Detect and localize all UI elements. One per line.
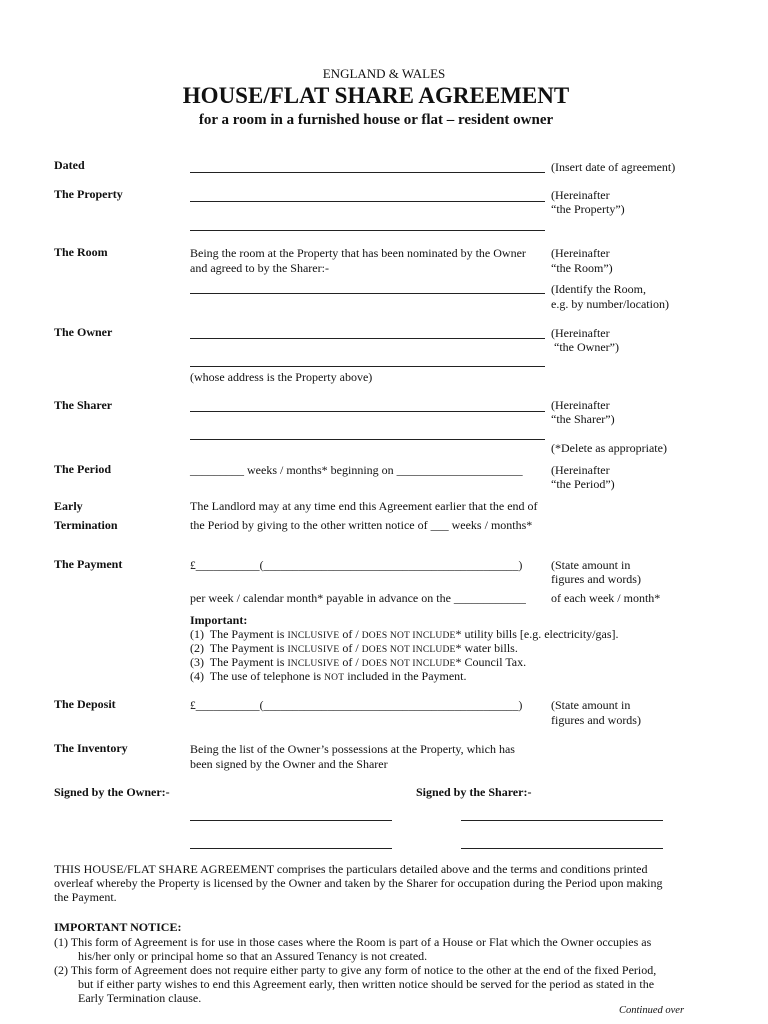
item-text: (2) The Payment is <box>190 641 288 655</box>
dated-note: (Insert date of agreement) <box>551 160 676 174</box>
important-item-4 <box>190 669 467 686</box>
owner-blank-1[interactable] <box>190 338 545 339</box>
owner-note-2: “the Owner”) <box>554 340 619 354</box>
room-text-1: Being the room at the Property that has been nominated by the Owner <box>190 246 526 260</box>
early-termination-text-2: the Period by giving to the other written notice of ___ weeks / months* <box>190 518 533 532</box>
inventory-text-1: Being the list of the Owner’s possessions at the Property, which has <box>190 742 515 756</box>
room-text-2: and agreed to by the Sharer:- <box>190 261 329 275</box>
room-note-4: e.g. by number/location) <box>551 297 669 311</box>
sharer-blank-2[interactable] <box>190 439 545 440</box>
item-text: included in the Payment. <box>344 669 467 683</box>
item-text: * Council Tax. <box>455 655 527 669</box>
notice-heading: IMPORTANT NOTICE: <box>54 920 182 934</box>
period-label: The Period <box>54 462 111 476</box>
period-text: weeks / months* beginning on <box>244 463 397 477</box>
property-label: The Property <box>54 187 123 201</box>
deposit-amount-line[interactable]: £___________(____________________________________________) <box>190 699 523 712</box>
agreement-statement-2: overleaf whereby the Property is licensed by the Owner and taken by the Sharer for occupation during the Period upon making <box>54 876 663 890</box>
document-title: HOUSE/FLAT SHARE AGREEMENT <box>182 83 570 108</box>
item-option-exclusive[interactable]: DOES NOT INCLUDE <box>361 659 456 669</box>
period-length-blank[interactable]: _________ <box>190 463 244 477</box>
continued-over: Continued over <box>619 1005 685 1016</box>
sharer-signature-line-2[interactable] <box>461 848 663 849</box>
payment-note-1: (State amount in <box>551 558 631 572</box>
item-text: * utility bills [e.g. electricity/gas]. <box>455 627 619 641</box>
sharer-label: The Sharer <box>54 398 113 412</box>
dated-label: Dated <box>54 158 85 172</box>
property-blank-2[interactable] <box>190 230 545 231</box>
dated-blank[interactable] <box>190 172 545 173</box>
item-text: of / <box>339 627 362 641</box>
deposit-note-2: figures and words) <box>551 713 641 727</box>
item-text: * water bills. <box>455 641 518 655</box>
early-termination-label-2: Termination <box>54 518 118 532</box>
sharer-note-1: (Hereinafter <box>551 398 610 412</box>
notice-item-1-line-1: (1) This form of Agreement is for use in those cases where the Room is part of a House or Flat which the Owner occupies as <box>54 935 652 949</box>
item-option-exclusive[interactable]: DOES NOT INCLUDE <box>361 645 456 655</box>
room-note-2: “the Room”) <box>551 261 613 275</box>
property-blank-1[interactable] <box>190 201 545 202</box>
item-option-inclusive[interactable]: INCLUSIVE <box>287 645 340 655</box>
room-label: The Room <box>54 245 108 259</box>
owner-blank-2[interactable] <box>190 366 545 367</box>
owner-label: The Owner <box>54 325 113 339</box>
item-emphasis-not: NOT <box>324 673 345 683</box>
owner-signature-label: Signed by the Owner:- <box>54 785 170 799</box>
sharer-note-2: “the Sharer”) <box>551 412 615 426</box>
owner-address-note: (whose address is the Property above) <box>190 370 373 384</box>
owner-note-1: (Hereinafter <box>551 326 610 340</box>
room-note-1: (Hereinafter <box>551 246 610 260</box>
owner-signature-line-2[interactable] <box>190 848 392 849</box>
payment-note-2: figures and words) <box>551 572 641 586</box>
jurisdiction: ENGLAND & WALES <box>322 66 446 81</box>
agreement-statement-3: the Payment. <box>54 890 117 904</box>
agreement-statement-1: THIS HOUSE/FLAT SHARE AGREEMENT comprises the particulars detailed above and the terms and conditions printed <box>54 862 648 876</box>
payment-amount-line[interactable]: £___________(____________________________________________) <box>190 559 523 572</box>
delete-note: (*Delete as appropriate) <box>551 441 667 455</box>
important-heading: Important: <box>190 613 248 627</box>
document-subtitle: for a room in a furnished house or flat – resident owner <box>198 112 554 128</box>
payment-frequency-note: of each week / month* <box>551 591 661 605</box>
item-text: of / <box>339 655 362 669</box>
sharer-signature-line-1[interactable] <box>461 820 663 821</box>
early-termination-text-1: The Landlord may at any time end this Agreement earlier that the end of <box>190 499 538 513</box>
item-text: (3) The Payment is <box>190 655 288 669</box>
room-note-3: (Identify the Room, <box>551 282 646 296</box>
deposit-label: The Deposit <box>54 697 116 711</box>
room-blank[interactable] <box>190 293 545 294</box>
item-text: (4) The use of telephone is <box>190 669 325 683</box>
period-start-blank[interactable]: _____________________ <box>396 463 523 477</box>
payment-label: The Payment <box>54 557 123 571</box>
inventory-label: The Inventory <box>54 741 128 755</box>
notice-item-1-line-2: his/her only or principal home so that an Assured Tenancy is not created. <box>78 949 428 963</box>
item-option-inclusive[interactable]: INCLUSIVE <box>287 659 340 669</box>
property-note-2: “the Property”) <box>551 202 625 216</box>
inventory-text-2: been signed by the Owner and the Sharer <box>190 757 388 771</box>
notice-item-2-line-2: but if either party wishes to end this Agreement early, then written notice should be served for the period as stated in the <box>78 977 655 991</box>
notice-item-2-line-1: (2) This form of Agreement does not require either party to give any form of notice to the other at the end of the fixed Period, <box>54 963 657 977</box>
property-note-1: (Hereinafter <box>551 188 610 202</box>
owner-signature-line-1[interactable] <box>190 820 392 821</box>
sharer-blank-1[interactable] <box>190 411 545 412</box>
item-text: (1) The Payment is <box>190 627 288 641</box>
payment-frequency-line[interactable]: per week / calendar month* payable in advance on the ____________ <box>190 591 526 605</box>
item-option-inclusive[interactable]: INCLUSIVE <box>287 631 340 641</box>
deposit-note-1: (State amount in <box>551 698 631 712</box>
item-text: of / <box>339 641 362 655</box>
period-line <box>190 463 523 478</box>
sharer-signature-label: Signed by the Sharer:- <box>416 785 532 799</box>
early-termination-label-1: Early <box>54 499 83 513</box>
item-option-exclusive[interactable]: DOES NOT INCLUDE <box>361 631 456 641</box>
notice-item-2-line-3: Early Termination clause. <box>78 991 202 1005</box>
period-note-2: “the Period”) <box>551 477 615 491</box>
period-note-1: (Hereinafter <box>551 463 610 477</box>
